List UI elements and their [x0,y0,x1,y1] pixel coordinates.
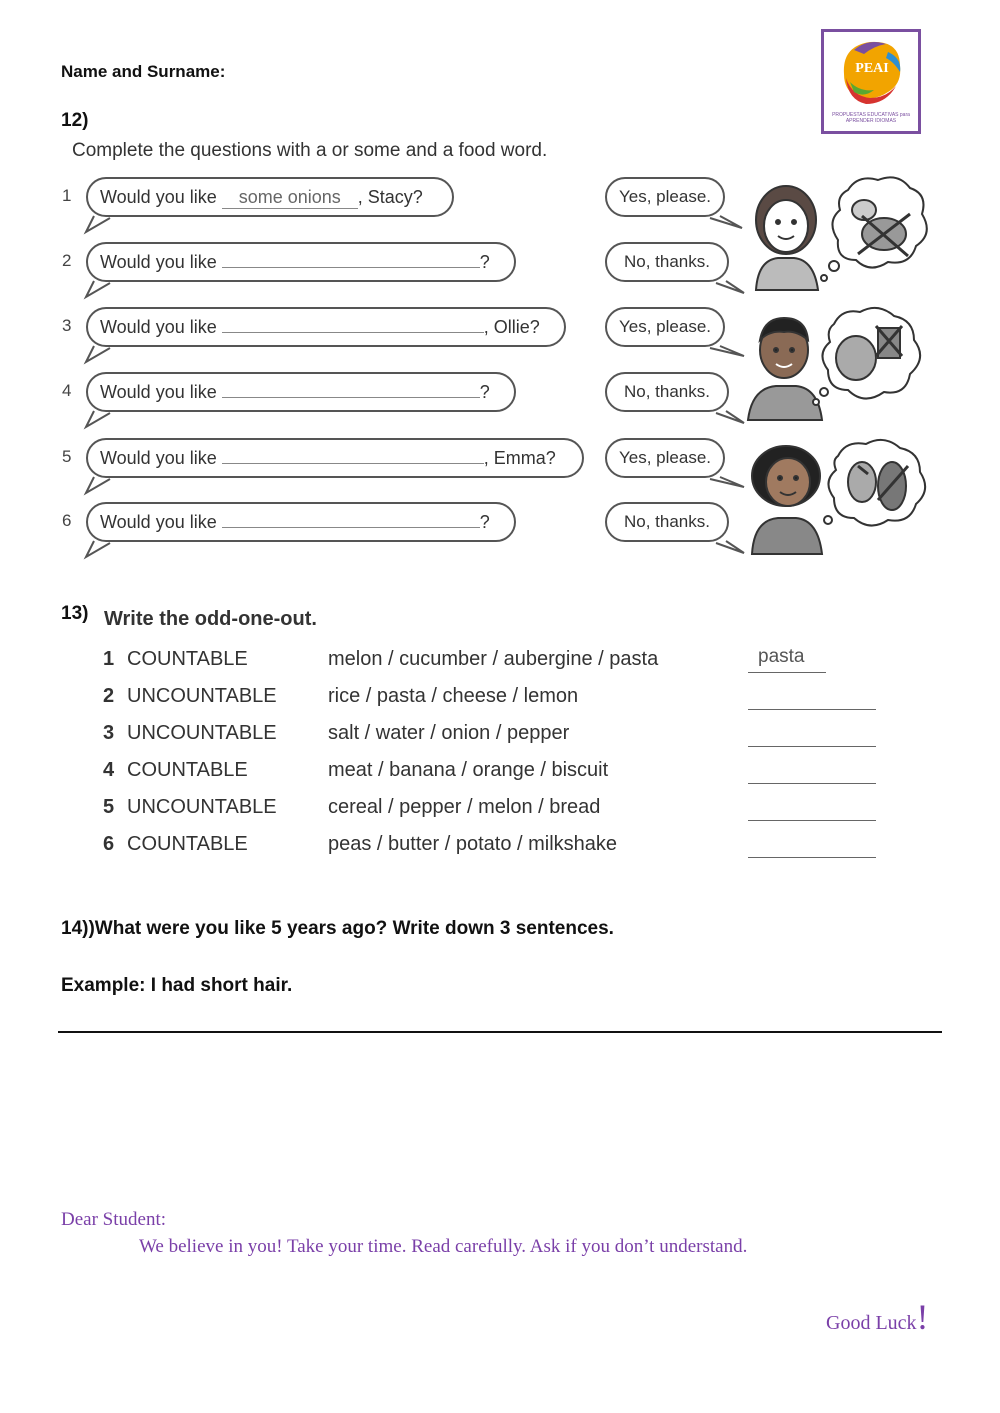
reply-bubble: Yes, please. [605,307,725,347]
row-words: peas / butter / potato / milkshake [328,833,618,855]
item-number: 2 [62,251,72,270]
item-number: 1 [62,186,72,205]
exercise-14-question: 14))What were you like 5 years ago? Write down 3 sentences. [61,918,614,939]
exercise-14-example: Example: I had short hair. [61,975,293,996]
row-number: 5 [103,796,115,818]
exercise-12-instruction: Complete the questions with a or some and a food word. [72,140,548,161]
row-number: 3 [103,722,115,744]
question-prefix: Would you like [100,512,217,532]
school-logo [821,29,921,134]
good-luck-label: Good Luck [826,1312,917,1334]
row-words: salt / water / onion / pepper [328,722,570,744]
row-category: COUNTABLE [127,648,248,670]
question-prefix: Would you like [100,448,217,468]
reply-bubble: No, thanks. [605,242,729,282]
question-prefix: Would you like [100,252,217,272]
row-words: meat / banana / orange / biscuit [328,759,609,781]
row-words: melon / cucumber / aubergine / pasta [328,648,659,670]
answer-field[interactable]: some onions [222,186,358,209]
row-category: COUNTABLE [127,759,248,781]
question-suffix: ? [479,252,490,272]
row-answer: pasta [758,646,805,667]
reply-bubble: No, thanks. [605,372,729,412]
item-number: 5 [62,447,72,466]
question-suffix: ? [479,512,490,532]
row-category: UNCOUNTABLE [127,722,277,744]
question-prefix: Would you like [100,187,217,207]
row-category: UNCOUNTABLE [127,685,277,707]
exercise-13-instruction: Write the odd-one-out. [104,608,317,630]
logo-graphic [824,32,918,110]
question-prefix: Would you like [100,382,217,402]
answer-line[interactable] [748,746,876,747]
row-number: 6 [103,833,115,855]
answer-line[interactable] [748,857,876,858]
good-luck-text [826,1296,929,1338]
reply-bubble: Yes, please. [605,438,725,478]
question-suffix: , Emma? [483,448,556,468]
item-number: 6 [62,511,72,530]
children-illustration [738,170,938,560]
exercise-13-number: 13) [61,603,89,624]
name-surname-label: Name and Surname: [61,62,226,81]
row-number: 2 [103,685,115,707]
row-words: rice / pasta / cheese / lemon [328,685,579,707]
writing-line[interactable] [58,1031,942,1033]
exercise-12-number: 12) [61,110,89,131]
answer-line[interactable] [748,672,826,673]
item-number: 3 [62,316,72,335]
row-category: UNCOUNTABLE [127,796,277,818]
item-number: 4 [62,381,72,400]
footer-message: We believe in you! Take your time. Read carefully. Ask if you don’t understand. [139,1236,748,1257]
logo-text: PEAI [855,61,889,76]
exclamation-mark: ! [916,1297,929,1337]
reply-bubble: No, thanks. [605,502,729,542]
question-suffix: ? [479,382,490,402]
footer-greeting: Dear Student: [61,1209,167,1230]
answer-line[interactable] [748,783,876,784]
question-suffix: , Stacy? [357,187,423,207]
row-number: 4 [103,759,115,781]
logo-caption: PROPUESTAS EDUCATIVAS para APRENDER IDIOMAS [832,112,910,124]
speech-bubble-tails [80,210,760,570]
answer-line[interactable] [748,709,876,710]
question-suffix: , Ollie? [483,317,540,337]
answer-line[interactable] [748,820,876,821]
reply-bubble: Yes, please. [605,177,725,217]
row-number: 1 [103,648,115,670]
question-prefix: Would you like [100,317,217,337]
row-category: COUNTABLE [127,833,248,855]
row-words: cereal / pepper / melon / bread [328,796,601,818]
